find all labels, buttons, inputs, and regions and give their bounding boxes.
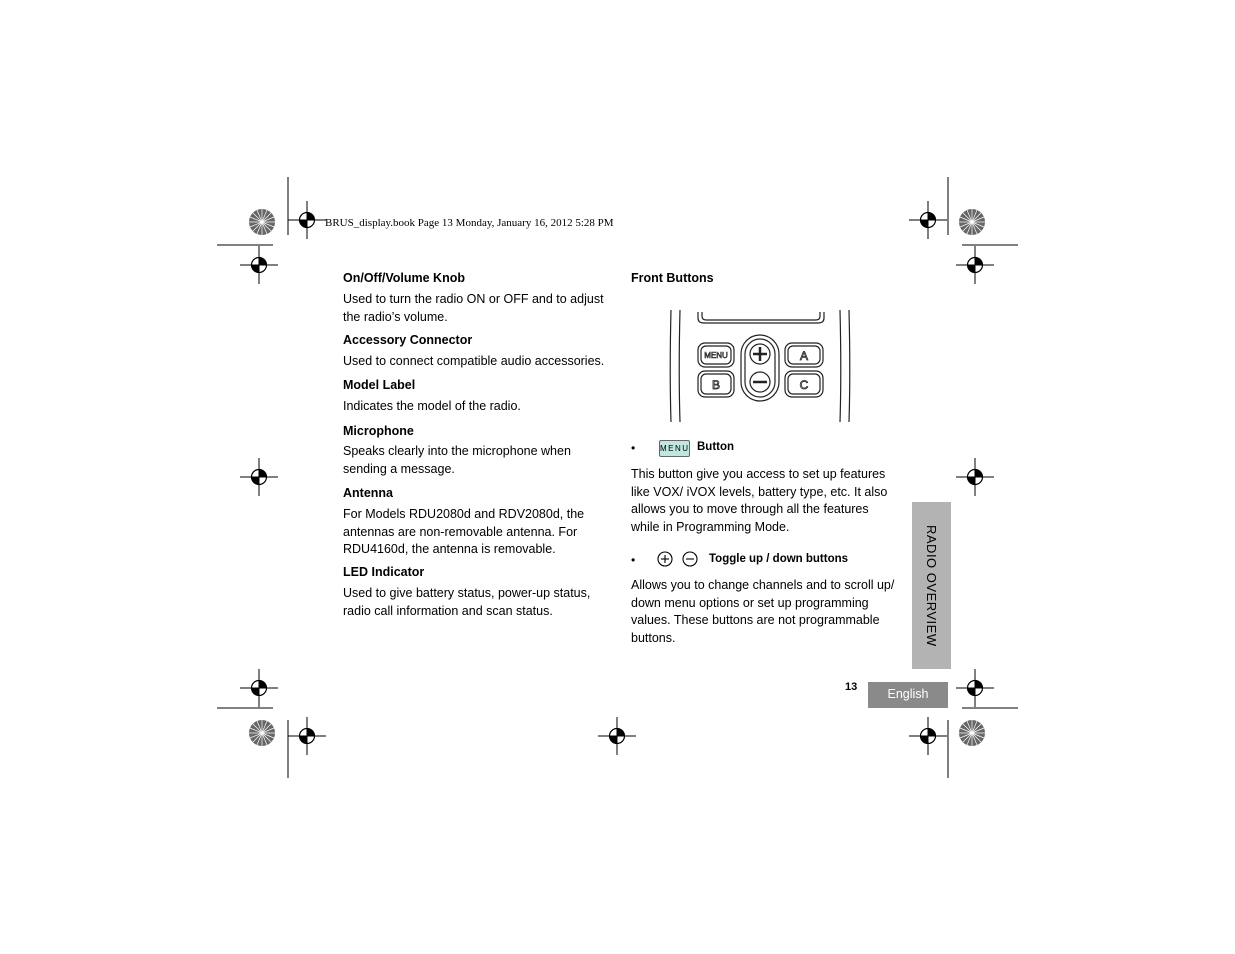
front-buttons-figure [668,310,853,422]
page-number: 13 [845,681,858,693]
text-volume-knob: Used to turn the radio ON or OFF and to adjust the radio’s volume. [343,292,604,324]
text-accessory-connector: Used to connect compatible audio accessories. [343,354,605,368]
heading-accessory-connector: Accessory Connector [343,333,473,347]
section-tab-label: RADIO OVERVIEW [924,524,939,647]
menu-key-icon: MENU [659,440,690,457]
fig-button-menu: MENU [704,351,728,360]
text-led-indicator: Used to give battery status, power-up status, radio call information and scan status. [343,586,591,618]
language-tab: English [868,682,948,708]
text-menu-button: This button give you access to set up features like VOX/ iVOX levels, battery type, etc. It also allows you to move through all the features while in Programming Mode. [631,467,888,534]
print-header: BRUS_display.book Page 13 Monday, January 16, 2012 5:28 PM [325,217,614,229]
heading-volume-knob: On/Off/Volume Knob [343,271,465,285]
text-model-label: Indicates the model of the radio. [343,399,521,413]
heading-led-indicator: LED Indicator [343,565,425,579]
heading-antenna: Antenna [343,486,393,500]
plus-minus-icon [656,550,700,568]
label-toggle-buttons: Toggle up / down buttons [709,553,849,565]
fig-button-c: C [799,378,809,392]
fig-button-a: A [799,349,809,363]
text-toggle-buttons: Allows you to change channels and to scroll up/ down menu options or set up programming values. These buttons are not programmable buttons. [631,578,895,645]
fig-button-b: B [711,378,721,392]
label-menu-button: Button [697,441,735,453]
text-microphone: Speaks clearly into the microphone when sending a message. [343,444,571,476]
bullet-menu: • [631,441,636,455]
text-antenna: For Models RDU2080d and RDV2080d, the antennas are non-removable antenna. For RDU4160d, the antenna is removable. [343,507,585,556]
bullet-toggle: • [631,553,636,567]
heading-front-buttons: Front Buttons [631,271,714,285]
heading-model-label: Model Label [343,378,416,392]
heading-microphone: Microphone [343,424,414,438]
